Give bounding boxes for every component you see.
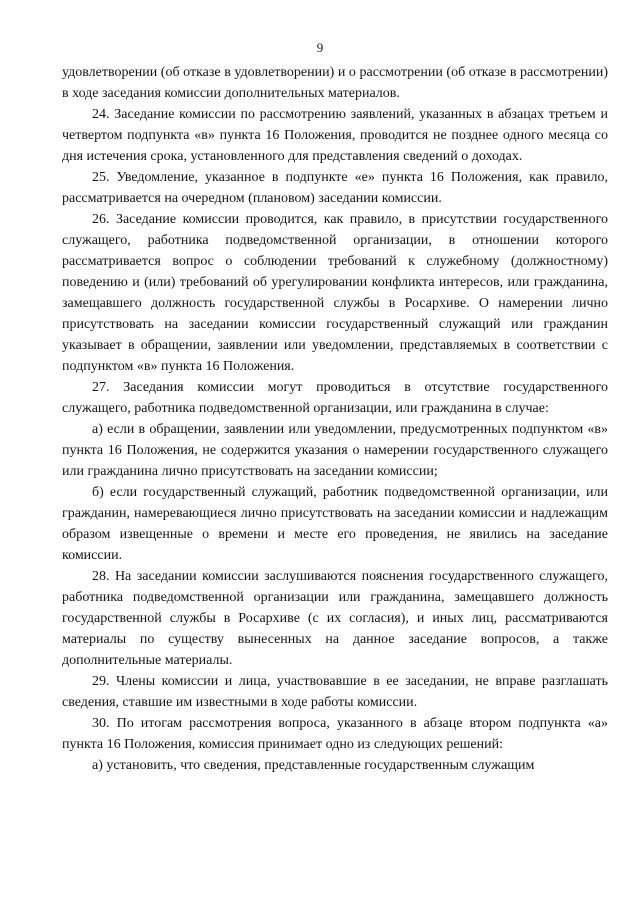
document-body — [62, 62, 608, 776]
paragraph-30-a: а) установить, что сведения, представленные государственным служащим — [92, 758, 535, 773]
paragraph-25: 25. Уведомление, указанное в подпункте «е» пункта 16 Положения, как правило, рассматривается на очередном (плановом) заседании комиссии. — [62, 170, 608, 206]
paragraph-27: 27. Заседания комиссии могут проводиться в отсутствие государственного служащего, работника подведомственной организации, или гражданина в случае: — [62, 380, 608, 416]
paragraph-24: 24. Заседание комиссии по рассмотрению заявлений, указанных в абзацах третьем и четвертом подпункта «в» пункта 16 Положения, проводится не позднее одного месяца со дня истечения срока, установленного для представления сведений о доходах. — [62, 107, 608, 164]
paragraph-28: 28. На заседании комиссии заслушиваются пояснения государственного служащего, работника подведомственной организации или гражданина, замещавшего должность государственной службы в Росархиве (с их согласия), и иных лиц, рассматриваются материалы по существу вынесенных на данное заседание вопросов, а также дополнительные материалы. — [62, 569, 608, 668]
paragraph-26: 26. Заседание комиссии проводится, как правило, в присутствии государственного служащего, работника подведомственной организации, в отношении которого рассматривается вопрос о соблюдении требований к служебному (должностному) поведению и (или) требований об урегулировании конфликта интересов, или гражданина, замещавшего должность государственной службы в Росархиве. О намерении лично присутствовать на заседании комиссии государственный служащий или гражданин указывает в обращении, заявлении или уведомлении, представляемых в соответствии с подпунктом «в» пункта 16 Положения. — [62, 212, 608, 374]
paragraph-27-a: а) если в обращении, заявлении или уведомлении, предусмотренных подпунктом «в» пункта 16 Положения, не содержится указания о намерении государственного служащего или гражданина лично присутствовать на заседании комиссии; — [62, 422, 608, 479]
paragraph-29: 29. Члены комиссии и лица, участвовавшие в ее заседании, не вправе разглашать сведения, ставшие им известными в ходе работы комиссии. — [62, 674, 608, 710]
page-number: 9 — [316, 40, 324, 55]
paragraph-27-b: б) если государственный служащий, работник подведомственной организации, или гражданин, намеревающиеся лично присутствовать на заседании комиссии и надлежащим образом извещенные о времени и месте его проведения, не явились на заседание комиссии. — [62, 485, 608, 563]
paragraph-30: 30. По итогам рассмотрения вопроса, указанного в абзаце втором подпункта «а» пункта 16 Положения, комиссия принимает одно из следующих решений: — [62, 716, 608, 752]
paragraph-continuation: удовлетворении (об отказе в удовлетворении) и о рассмотрении (об отказе в рассмотрении) в ходе заседания комиссии дополнительных материалов. — [62, 65, 608, 101]
